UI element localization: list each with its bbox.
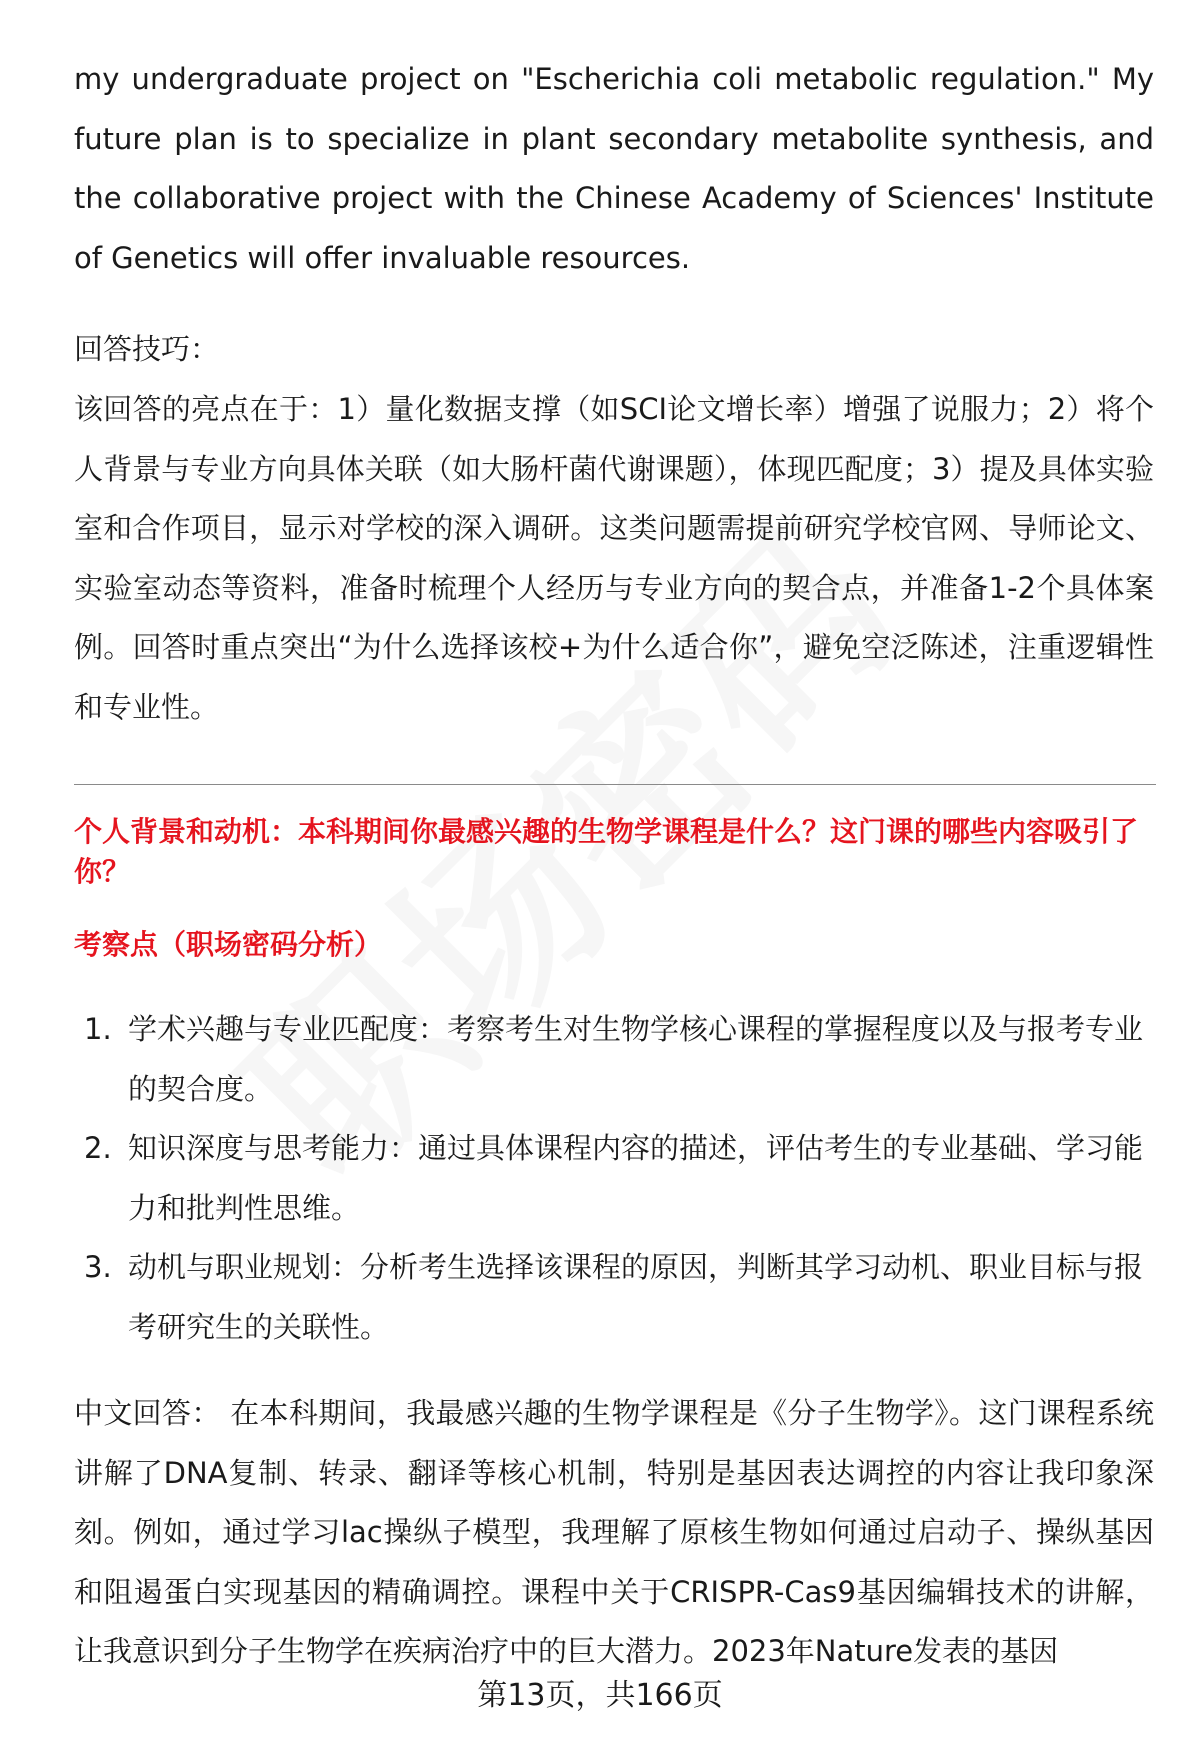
- answer-paragraph: 中文回答： 在本科期间，我最感兴趣的生物学课程是《分子生物学》。这门课程系统讲解了DNA复制、转录、翻译等核心机制，特别是基因表达调控的内容让我印象深刻。例如，通过学习lac操纵子模型，我理解了原核生物如何通过启动子、操纵基因和阻遏蛋白实现基因的精确调控。课程中关于CRISPR-Cas9基因编辑技术的讲解，让我意识到分子生物学在疾病治疗中的巨大潜力。2023年Nature发表的基因: [74, 1396, 1154, 1668]
- list-item-text: 知识深度与思考能力：通过具体课程内容的描述，评估考生的专业基础、学习能力和批判性思维。: [128, 1131, 1144, 1225]
- list-item-text: 学术兴趣与专业匹配度：考察考生对生物学核心课程的掌握程度以及与报考专业的契合度。: [128, 1012, 1144, 1106]
- question-heading: 个人背景和动机：本科期间你最感兴趣的生物学课程是什么？这门课的哪些内容吸引了你？: [74, 815, 1139, 888]
- exam-points-title: 考察点（职场密码分析）: [74, 928, 383, 961]
- tips-label: 回答技巧：: [74, 332, 220, 366]
- intro-paragraph: my undergraduate project on "Escherichia coli metabolic regulation." My future plan is to specialize in plant secondary metabolite synthesis, and the collaborative project with the Chinese Academy of Sciences' Institute of Genetics will offer invaluable resources.: [74, 62, 1154, 275]
- page-number: 第13页，共166页: [477, 1678, 723, 1713]
- exam-points-list: [74, 1000, 1154, 1357]
- list-item: [74, 1000, 1154, 1119]
- list-item: [74, 1119, 1154, 1238]
- list-item-number: 1.: [84, 1012, 112, 1046]
- list-item-number: 2.: [84, 1131, 112, 1165]
- list-item-number: 3.: [84, 1250, 112, 1284]
- list-item-text: 动机与职业规划：分析考生选择该课程的原因，判断其学习动机、职业目标与报考研究生的关联性。: [128, 1250, 1144, 1344]
- section-divider: [74, 784, 1156, 785]
- tips-paragraph: 该回答的亮点在于：1）量化数据支撑（如SCI论文增长率）增强了说服力；2）将个人背景与专业方向具体关联（如大肠杆菌代谢课题），体现匹配度；3）提及具体实验室和合作项目，显示对学校的深入调研。这类问题需提前研究学校官网、导师论文、实验室动态等资料，准备时梳理个人经历与专业方向的契合点，并准备1-2个具体案例。回答时重点突出“为什么选择该校+为什么适合你”，避免空泛陈述，注重逻辑性和专业性。: [74, 392, 1154, 724]
- list-item: [74, 1238, 1154, 1357]
